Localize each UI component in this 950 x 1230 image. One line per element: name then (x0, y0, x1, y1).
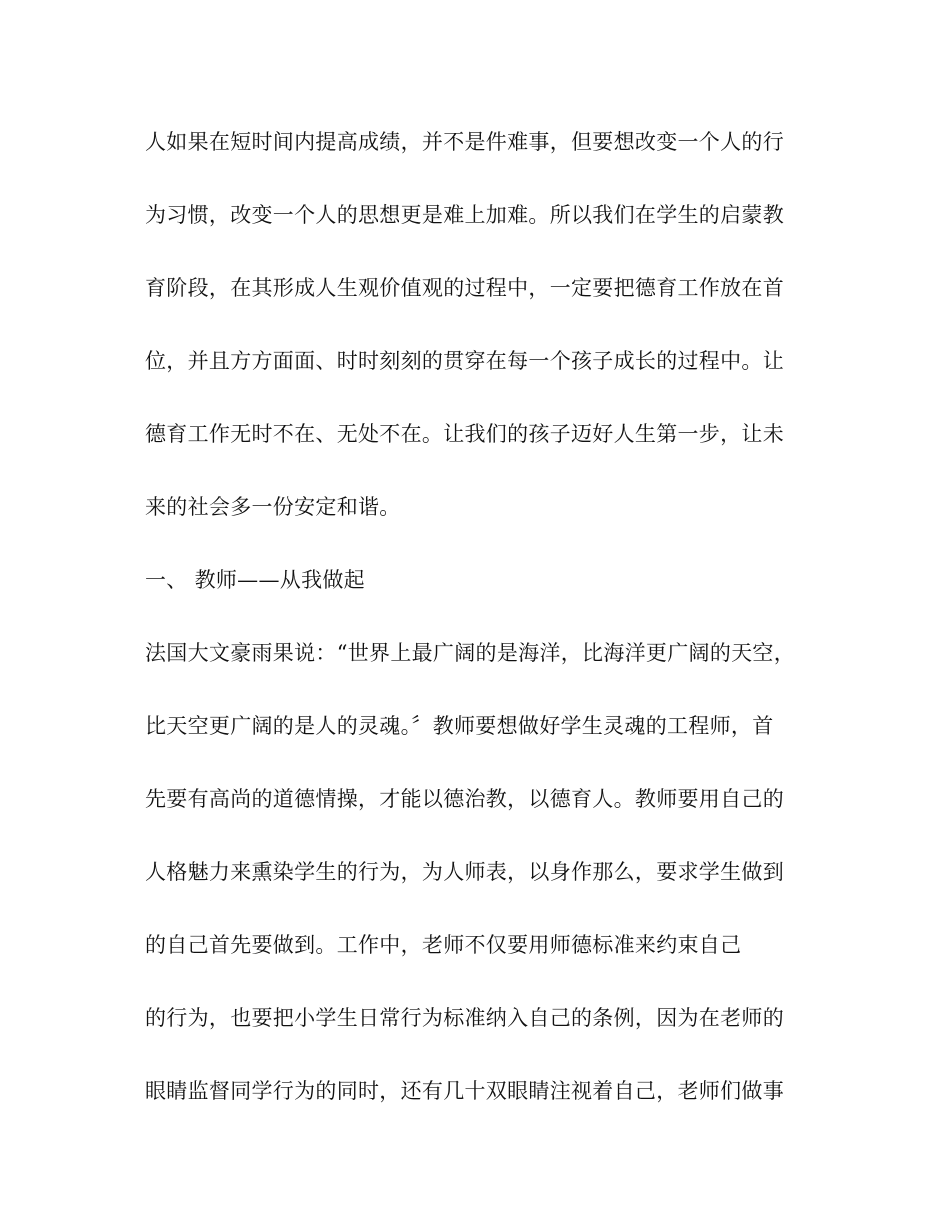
section-heading: 一、 教师——从我做起 (145, 568, 365, 592)
text-line: 育阶段，在其形成人生观价值观的过程中，一定要把德育工作放在首 (145, 276, 784, 300)
text-line: 眼睛监督同学行为的同时，还有几十双眼睛注视着自己，老师们做事 (145, 1079, 784, 1103)
text-line: 位，并且方方面面、时时刻刻的贯穿在每一个孩子成长的过程中。让 (145, 349, 784, 373)
text-line: 来的社会多一份安定和谐。 (145, 495, 401, 519)
document-body (145, 122, 805, 1144)
text-line: 人格魅力来熏染学生的行为，为人师表，以身作那么，要求学生做到 (145, 860, 784, 884)
text-line: 比天空更广阔的是人的灵魂。〞教师要想做好学生灵魂的工程师，首 (145, 714, 774, 738)
text-line: 人如果在短时间内提高成绩，并不是件难事，但要想改变一个人的行 (145, 130, 784, 154)
text-line: 德育工作无时不在、无处不在。让我们的孩子迈好人生第一步，让未 (145, 422, 784, 446)
text-line: 为习惯，改变一个人的思想更是难上加难。所以我们在学生的启蒙教 (145, 203, 784, 227)
text-line: 法国大文豪雨果说：“世界上最广阔的是海洋，比海洋更广阔的天空， (145, 641, 796, 665)
text-line: 先要有高尚的道德情操，才能以德治教，以德育人。教师要用自己的 (145, 787, 784, 811)
text-line: 的自己首先要做到。工作中，老师不仅要用师德标准来约束自己 (145, 933, 742, 957)
text-line: 的行为，也要把小学生日常行为标准纳入自己的条例，因为在老师的 (145, 1006, 784, 1030)
